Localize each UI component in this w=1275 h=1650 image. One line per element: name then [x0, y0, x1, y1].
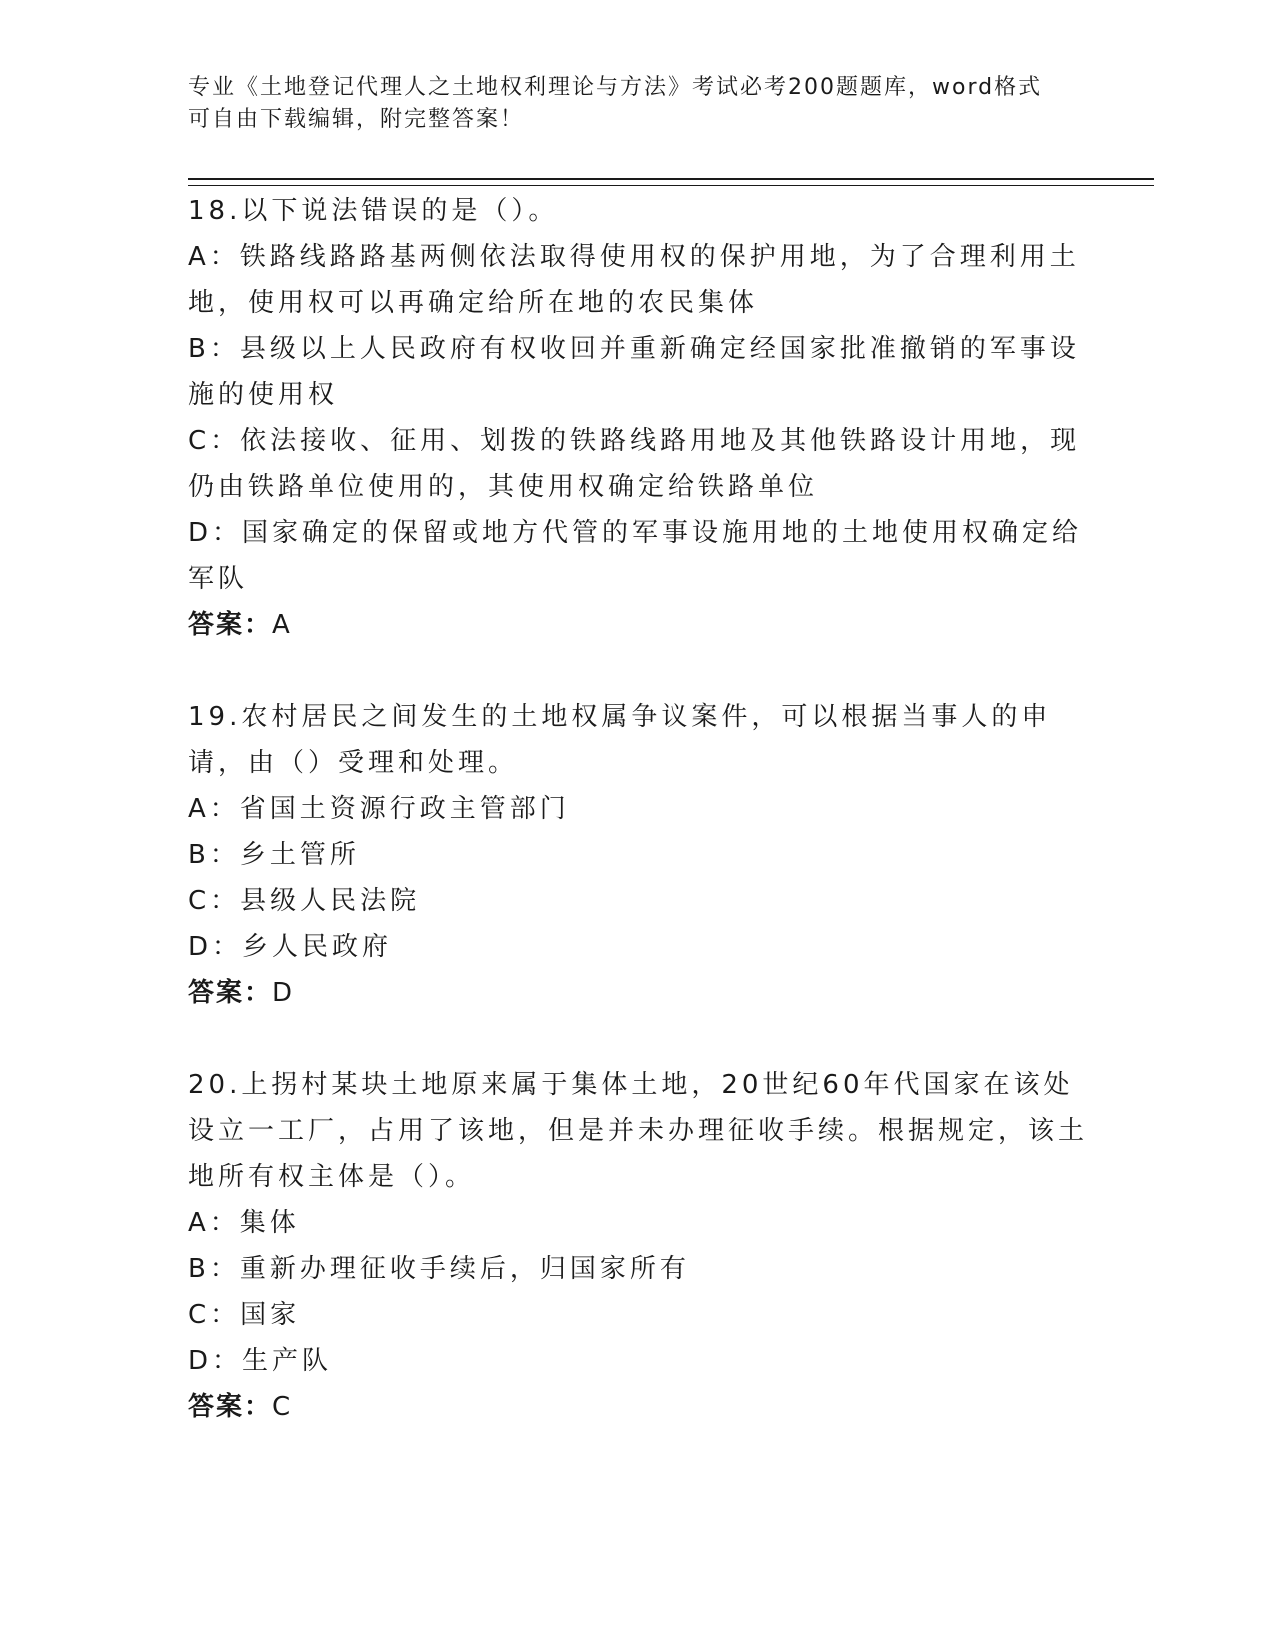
option-c: C：县级人民法院: [188, 886, 421, 916]
option-a: A：铁路线路路基两侧依法取得使用权的保护用地，为了合理利用土地，使用权可以再确定给所在地的农民集体: [188, 242, 1080, 318]
answer: [188, 1384, 1088, 1430]
question-text: 19.农村居民之间发生的土地权属争议案件，可以根据当事人的申请，由（）受理和处理。: [188, 702, 1052, 778]
option-c: C：依法接收、征用、划拨的铁路线路用地及其他铁路设计用地，现仍由铁路单位使用的，其使用权确定给铁路单位: [188, 426, 1081, 502]
answer-value: A: [272, 610, 294, 640]
header-line-1: 专业《土地登记代理人之土地权利理论与方法》考试必考200题题库，word格式: [188, 75, 1043, 100]
option-a: A：集体: [188, 1208, 300, 1238]
option-b: B：重新办理征收手续后，归国家所有: [188, 1254, 690, 1284]
answer: [188, 970, 1088, 1016]
answer-value: C: [272, 1392, 295, 1422]
option-b: B：县级以上人民政府有权收回并重新确定经国家批准撤销的军事设施的使用权: [188, 334, 1080, 410]
answer-label: 答案：: [188, 610, 273, 640]
answer-label: 答案：: [188, 1392, 273, 1422]
option-d: D：生产队: [188, 1346, 333, 1376]
option-c: C：国家: [188, 1300, 301, 1330]
question-list: [188, 188, 1088, 1476]
option-d: D：国家确定的保留或地方代管的军事设施用地的土地使用权确定给军队: [188, 518, 1083, 594]
option-a: A：省国土资源行政主管部门: [188, 794, 570, 824]
question-19: [188, 694, 1088, 1016]
question-20: [188, 1062, 1088, 1430]
option-d: D：乡人民政府: [188, 932, 393, 962]
question-text: 20.上拐村某块土地原来属于集体土地，20世纪60年代国家在该处设立一工厂，占用了该地，但是并未办理征收手续。根据规定，该土地所有权主体是（）。: [188, 1070, 1089, 1192]
option-b: B：乡土管所: [188, 840, 360, 870]
document-header: [188, 72, 1068, 136]
header-divider: [188, 178, 1154, 186]
answer-value: D: [272, 978, 297, 1008]
header-line-2: 可自由下载编辑，附完整答案！: [188, 107, 525, 132]
answer: [188, 602, 1088, 648]
question-18: [188, 188, 1088, 648]
question-text: 18.以下说法错误的是（）。: [188, 196, 559, 226]
answer-label: 答案：: [188, 978, 273, 1008]
